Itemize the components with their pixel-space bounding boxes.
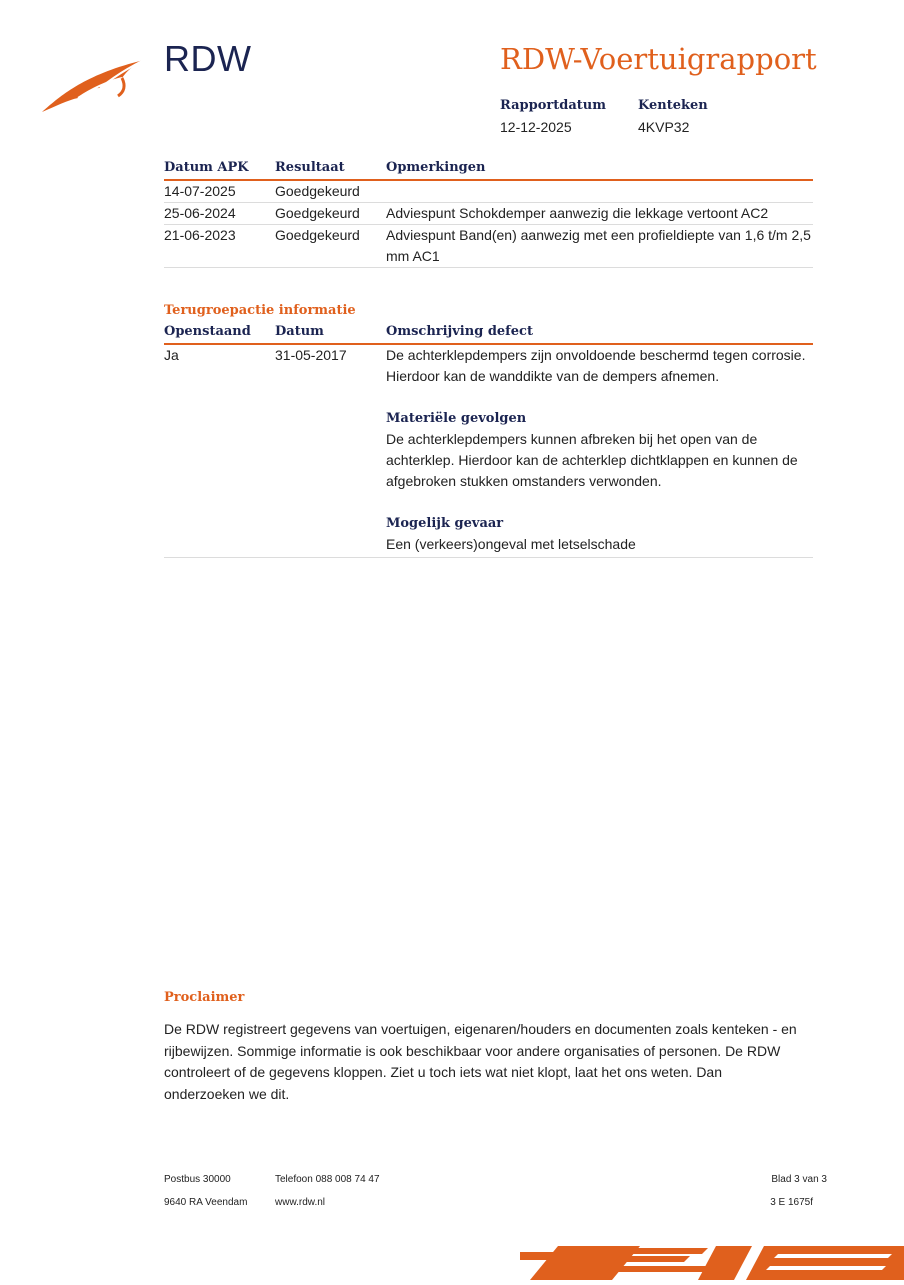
consequences-heading: Materiële gevolgen bbox=[386, 411, 527, 426]
footer-page-number: Blad 3 van 3 bbox=[771, 1174, 827, 1185]
apk-result: Goedgekeurd bbox=[275, 205, 360, 221]
recall-section-title: Terugroepactie informatie bbox=[164, 303, 356, 318]
apk-remark: Adviespunt Schokdemper aanwezig die lekkage vertoont AC2 bbox=[386, 205, 769, 221]
recall-open-value: Ja bbox=[164, 347, 179, 363]
footer-document-code: 3 E 1675f bbox=[770, 1197, 813, 1208]
recall-date-header: Datum bbox=[275, 324, 324, 339]
danger-heading: Mogelijk gevaar bbox=[386, 516, 504, 531]
report-date-label: Rapportdatum bbox=[500, 98, 606, 113]
danger-text: Een (verkeers)ongeval met letselschade bbox=[386, 536, 636, 552]
footer-address-line1: Postbus 30000 bbox=[164, 1174, 231, 1185]
table-row bbox=[164, 225, 813, 268]
rdw-logo-wing-icon bbox=[40, 56, 150, 119]
recall-description-cell bbox=[386, 345, 813, 555]
footer-address-line2: 9640 RA Veendam bbox=[164, 1197, 248, 1208]
apk-result: Goedgekeurd bbox=[275, 183, 360, 199]
apk-date: 21-06-2023 bbox=[164, 227, 236, 243]
apk-date: 25-06-2024 bbox=[164, 205, 236, 221]
recall-date-value: 31-05-2017 bbox=[275, 347, 347, 363]
disclaimer-text: De RDW registreert gegevens van voertuigen, eigenaren/houders en documenten zoals kenteken - en rijbewijzen. Sommige informatie is ook beschikbaar voor andere organisaties of personen. De RDW controleert of de gegevens kloppen. Ziet u toch iets wat niet klopt, laat het ons weten. Dan onderzoeken we dit. bbox=[164, 1021, 797, 1102]
recall-open-header: Openstaand bbox=[164, 324, 251, 339]
recall-table bbox=[164, 322, 813, 558]
footer-phone: Telefoon 088 008 74 47 bbox=[275, 1174, 380, 1185]
apk-result: Goedgekeurd bbox=[275, 227, 360, 243]
apk-date: 14-07-2025 bbox=[164, 183, 236, 199]
consequences-text: De achterklepdempers kunnen afbreken bij het open van de achterklep. Hierdoor kan de achterklep dichtklappen en kunnen de afgebroken stukken omstanders verwonden. bbox=[386, 431, 798, 489]
report-date-value: 12-12-2025 bbox=[500, 119, 572, 135]
logo-text: RDW bbox=[164, 38, 252, 79]
license-plate-label: Kenteken bbox=[638, 98, 708, 113]
table-row bbox=[164, 345, 813, 558]
apk-remarks-header: Opmerkingen bbox=[386, 160, 486, 175]
footer-stripes-icon bbox=[520, 1240, 904, 1285]
footer-website-link[interactable]: www.rdw.nl bbox=[275, 1197, 326, 1208]
recall-description: De achterklepdempers zijn onvoldoende beschermd tegen corrosie. Hierdoor kan de wanddikte van de dempers afnemen. bbox=[386, 347, 806, 384]
apk-result-header: Resultaat bbox=[275, 160, 345, 175]
table-row bbox=[164, 181, 813, 203]
report-title: RDW-Voertuigrapport bbox=[500, 42, 817, 76]
disclaimer-title: Proclaimer bbox=[164, 990, 245, 1005]
license-plate-value: 4KVP32 bbox=[638, 119, 690, 135]
recall-description-header: Omschrijving defect bbox=[386, 324, 533, 339]
recall-table-header bbox=[164, 322, 813, 345]
apk-remark: Adviespunt Band(en) aanwezig met een profieldiepte van 1,6 t/m 2,5 mm AC1 bbox=[386, 227, 811, 264]
table-row bbox=[164, 203, 813, 225]
apk-table-header bbox=[164, 158, 813, 181]
apk-date-header: Datum APK bbox=[164, 160, 249, 175]
apk-table bbox=[164, 158, 813, 268]
